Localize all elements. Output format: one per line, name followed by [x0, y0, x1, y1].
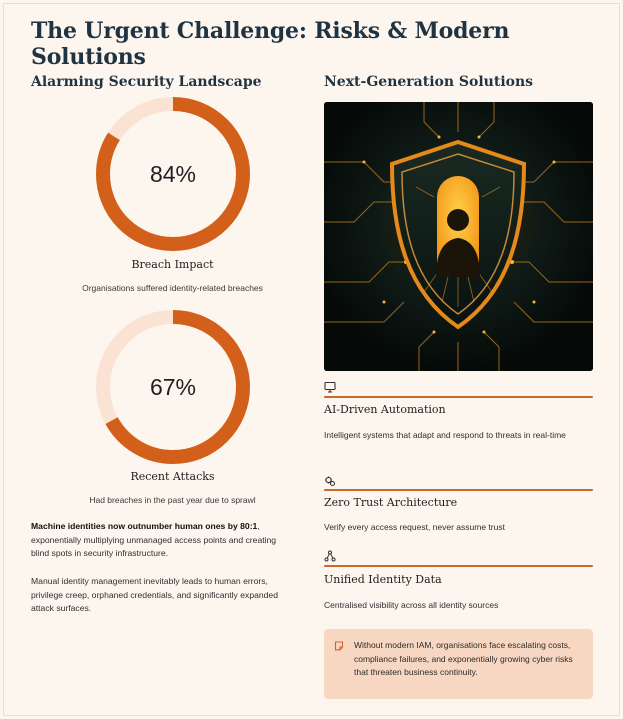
- network-icon: [324, 550, 336, 562]
- cogs-icon: [324, 475, 336, 487]
- feature-divider: [324, 565, 593, 567]
- shield-icon: [324, 102, 593, 371]
- feature-title: Zero Trust Architecture: [324, 496, 458, 509]
- left-section-heading: Alarming Security Landscape: [31, 74, 262, 90]
- feature-description: Intelligent systems that adapt and respond to threats in real-time: [324, 430, 566, 440]
- monitor-icon: [324, 381, 336, 393]
- warning-callout: [324, 629, 593, 699]
- stat-description: Organisations suffered identity-related breaches: [82, 283, 263, 293]
- feature-divider: [324, 489, 593, 491]
- manual-management-paragraph: Manual identity management inevitably leads to human errors, privilege creep, orphaned credentials, and significantly expanded attack surfaces.: [31, 576, 278, 613]
- paragraph-emphasis: Machine identities now outnumber human ones by 80:1: [31, 521, 258, 531]
- note-icon: [334, 641, 344, 651]
- machine-identities-paragraph: [31, 520, 293, 561]
- stat-label: Recent Attacks: [130, 470, 215, 483]
- callout-text: Without modern IAM, organisations face escalating costs, compliance failures, and exponentially growing cyber risks that threaten business continuity.: [354, 640, 573, 677]
- feature-title: AI-Driven Automation: [324, 403, 446, 416]
- cyber-shield-illustration: [324, 102, 593, 371]
- right-section-heading: Next-Generation Solutions: [324, 74, 534, 90]
- feature-description: Verify every access request, never assume trust: [324, 522, 505, 532]
- recent-attacks-gauge: [95, 309, 251, 465]
- gauge-value: 84%: [149, 160, 197, 187]
- stat-label: Breach Impact: [131, 258, 214, 271]
- paragraph-text: , exponentially multiplying unmanaged access points and creating blind spots in security infrastructure.: [31, 521, 277, 558]
- feature-description: Centralised visibility across all identity sources: [324, 600, 499, 610]
- breach-impact-gauge: [95, 96, 251, 252]
- page-title: The Urgent Challenge: Risks & Modern Solutions: [31, 18, 510, 70]
- feature-divider: [324, 396, 593, 398]
- gauge-value: 67%: [149, 373, 197, 400]
- feature-title: Unified Identity Data: [324, 573, 442, 586]
- stat-description: Had breaches in the past year due to sprawl: [89, 495, 256, 505]
